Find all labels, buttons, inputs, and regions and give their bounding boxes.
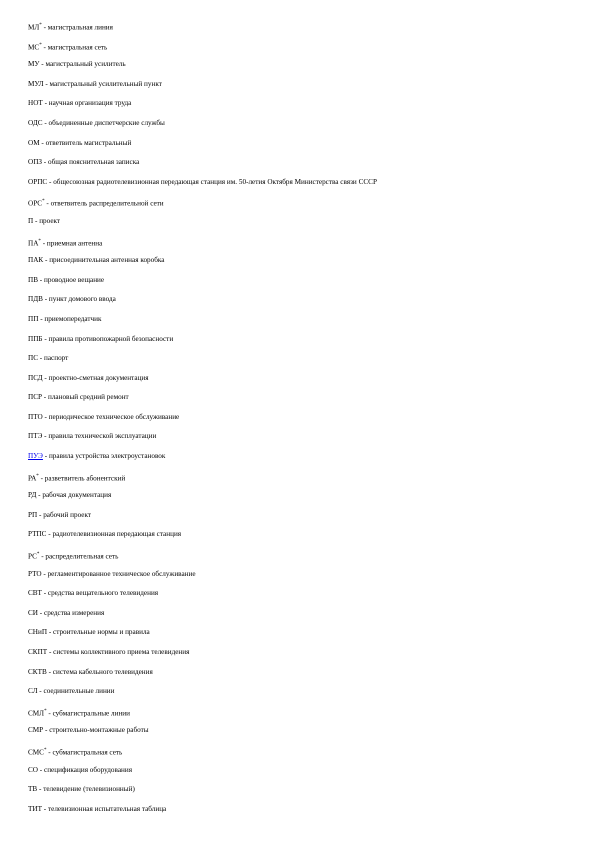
abbreviation-term: ПАК xyxy=(28,256,44,265)
abbreviation-term: СКТВ xyxy=(28,667,47,676)
list-item xyxy=(28,584,583,604)
abbreviation-definition: магистральный усилитель xyxy=(45,60,126,69)
abbreviation-term: ПСД xyxy=(28,373,43,382)
separator: - xyxy=(38,608,44,617)
list-item xyxy=(28,173,583,193)
abbreviation-definition: приемопередатчик xyxy=(44,314,102,323)
abbreviation-term: СНиП xyxy=(28,628,48,637)
separator: - xyxy=(42,452,49,461)
abbreviation-definition: регламентированное техническое обслуживание xyxy=(47,569,196,578)
separator: - xyxy=(36,491,43,500)
footnote-marker: * xyxy=(36,552,40,558)
abbreviation-term: ПП xyxy=(28,314,39,323)
abbreviation-list xyxy=(28,16,583,819)
abbreviation-term: МУЛ xyxy=(28,79,44,88)
separator: - xyxy=(42,334,49,343)
list-item xyxy=(28,604,583,624)
abbreviation-definition: рабочий проект xyxy=(43,510,92,519)
abbreviation-definition: проект xyxy=(39,216,61,225)
list-item xyxy=(28,467,583,487)
abbreviation-definition: проектно-сметная документация xyxy=(48,373,149,382)
abbreviation-term: ТВ xyxy=(28,785,38,794)
abbreviation-term: ПСР xyxy=(28,393,42,402)
separator: - xyxy=(38,314,45,323)
separator: - xyxy=(39,552,46,561)
list-item xyxy=(28,545,583,565)
abbreviation-definition: магистральная линия xyxy=(47,23,113,32)
abbreviation-definition: разветвитель абонентский xyxy=(44,474,126,483)
list-item xyxy=(28,290,583,310)
abbreviation-term: СМС xyxy=(28,748,44,757)
abbreviation-term: ПДВ xyxy=(28,295,43,304)
abbreviation-definition: строительно-монтажные работы xyxy=(49,726,149,735)
list-item xyxy=(28,36,583,56)
separator: - xyxy=(42,412,49,421)
abbreviation-definition: субмагистральные линии xyxy=(52,709,130,718)
abbreviation-term: РД xyxy=(28,491,37,500)
list-item xyxy=(28,663,583,683)
abbreviation-term: СМР xyxy=(28,726,44,735)
separator: - xyxy=(33,216,40,225)
abbreviation-term: ПА xyxy=(28,238,39,247)
list-item xyxy=(28,134,583,154)
separator: - xyxy=(41,589,48,598)
list-item xyxy=(28,388,583,408)
separator: - xyxy=(38,354,44,363)
footnote-marker: * xyxy=(44,708,47,714)
list-item xyxy=(28,486,583,506)
abbreviation-term: ПТЭ xyxy=(28,432,43,441)
list-item xyxy=(28,349,583,369)
abbreviation-definition: периодическое техническое обслуживание xyxy=(48,412,180,421)
abbreviation-term: ПВ xyxy=(28,275,38,284)
abbreviation-definition: ответвитель магистральный xyxy=(45,138,132,147)
list-item xyxy=(28,55,583,75)
abbreviation-term: П xyxy=(28,216,34,225)
abbreviation-definition: общая пояснительная записка xyxy=(47,158,140,167)
abbreviation-definition: субмагистральная сеть xyxy=(52,748,123,757)
abbreviation-definition: распределительная сеть xyxy=(45,552,119,561)
separator: - xyxy=(38,474,45,483)
abbreviation-term: СМЛ xyxy=(28,709,45,718)
separator: - xyxy=(37,687,44,696)
separator: - xyxy=(46,709,53,718)
separator: - xyxy=(41,158,48,167)
abbreviation-definition: соединительные линии xyxy=(43,687,115,696)
list-item xyxy=(28,330,583,350)
abbreviation-term: РТПС xyxy=(28,530,47,539)
list-item xyxy=(28,232,583,252)
abbreviation-term: РС xyxy=(28,552,37,561)
footnote-marker: * xyxy=(39,42,42,48)
separator: - xyxy=(42,118,49,127)
abbreviation-definition: проводное вещание xyxy=(44,275,105,284)
separator: - xyxy=(40,238,47,247)
abbreviation-term: СЛ xyxy=(28,687,38,696)
abbreviation-term: ТИТ xyxy=(28,804,42,813)
abbreviation-definition: пункт домового ввода xyxy=(48,295,116,304)
abbreviation-definition: научная организация труда xyxy=(48,99,132,108)
abbreviation-definition: плановый средний ремонт xyxy=(47,393,129,402)
separator: - xyxy=(47,628,54,637)
abbreviation-definition: правила технической эксплуатации xyxy=(48,432,157,441)
abbreviation-definition: телевизионная испытательная таблица xyxy=(47,804,167,813)
abbreviation-definition: радиотелевизионная передающая станция xyxy=(52,530,182,539)
abbreviation-term: ОПЗ xyxy=(28,158,42,167)
abbreviation-term: ПТО xyxy=(28,412,43,421)
separator: - xyxy=(46,667,53,676)
list-item xyxy=(28,741,583,761)
list-item xyxy=(28,427,583,447)
list-item xyxy=(28,643,583,663)
abbreviation-definition: спецификация оборудования xyxy=(44,765,133,774)
abbreviation-term: ОДС xyxy=(28,118,43,127)
abbreviation-term: ПС xyxy=(28,354,38,363)
abbreviation-term: СИ xyxy=(28,608,38,617)
abbreviation-definition: правила противопожарной безопасности xyxy=(48,334,174,343)
list-item xyxy=(28,761,583,781)
abbreviation-term: СВТ xyxy=(28,589,42,598)
separator: - xyxy=(46,748,53,757)
abbreviation-definition: телевидение (телевизионный) xyxy=(43,785,135,794)
abbreviation-term: РТО xyxy=(28,569,42,578)
separator: - xyxy=(44,199,51,208)
abbreviation-definition: объединенные диспетчерские службы xyxy=(48,118,165,127)
list-item xyxy=(28,16,583,36)
footnote-marker: * xyxy=(39,23,42,28)
list-item xyxy=(28,682,583,702)
separator: - xyxy=(38,765,44,774)
abbreviation-term: ОРС xyxy=(28,199,43,208)
separator: - xyxy=(43,726,50,735)
abbreviation-definition: ответвитель распределительной сети xyxy=(50,199,164,208)
abbreviation-term: МЛ xyxy=(28,23,40,32)
separator: - xyxy=(41,569,48,578)
abbreviation-definition: приемная антенна xyxy=(46,238,103,247)
abbreviation-definition: правила устройства электроустановок xyxy=(48,452,166,461)
separator: - xyxy=(41,23,48,32)
abbreviation-definition: средства измерения xyxy=(44,608,105,617)
abbreviation-term: ППБ xyxy=(28,334,43,343)
separator: - xyxy=(42,295,49,304)
abbreviation-definition: средства вещательного телевидения xyxy=(47,589,159,598)
separator: - xyxy=(43,256,50,265)
abbreviation-definition: строительные нормы и правила xyxy=(53,628,150,637)
list-item xyxy=(28,212,583,232)
separator: - xyxy=(46,530,53,539)
abbreviation-term: ОМ xyxy=(28,138,40,147)
abbreviation-definition: магистральная сеть xyxy=(47,42,108,51)
separator: - xyxy=(38,275,44,284)
list-item xyxy=(28,192,583,212)
separator: - xyxy=(41,42,48,51)
separator: - xyxy=(37,785,44,794)
list-item xyxy=(28,702,583,722)
separator: - xyxy=(47,648,54,656)
list-item xyxy=(28,75,583,95)
abbreviation-term: ОРПС xyxy=(28,177,48,186)
list-item xyxy=(28,369,583,389)
list-item xyxy=(28,447,583,467)
list-item xyxy=(28,153,583,173)
separator: - xyxy=(41,393,48,402)
abbreviation-definition: система кабельного телевидения xyxy=(52,667,153,676)
abbreviation-term: СКПТ xyxy=(28,648,48,656)
list-item xyxy=(28,408,583,428)
list-item xyxy=(28,780,583,800)
list-item xyxy=(28,310,583,330)
abbreviation-definition: присоединительная антенная коробка xyxy=(49,256,165,265)
footnote-marker: * xyxy=(43,747,47,753)
list-item xyxy=(28,721,583,741)
abbreviation-definition: магистральный усилительный пункт xyxy=(49,79,162,88)
footnote-marker: * xyxy=(36,473,39,479)
list-item xyxy=(28,525,583,545)
separator: - xyxy=(41,804,48,813)
separator: - xyxy=(47,177,54,186)
separator: - xyxy=(42,432,49,441)
list-item xyxy=(28,114,583,134)
abbreviation-term: МУ xyxy=(28,60,40,69)
abbreviation-definition: системы коллективного приема телевидения xyxy=(53,648,190,656)
separator: - xyxy=(37,510,44,519)
separator: - xyxy=(39,138,46,147)
list-item xyxy=(28,251,583,271)
abbreviation-term-link[interactable]: ПУЭ xyxy=(28,452,43,461)
abbreviation-term: НОТ xyxy=(28,99,43,108)
abbreviation-term: МС xyxy=(28,42,40,51)
list-item xyxy=(28,94,583,114)
abbreviation-term: РА xyxy=(28,474,37,483)
footnote-marker: * xyxy=(38,238,41,244)
list-item xyxy=(28,800,583,820)
separator: - xyxy=(42,99,49,108)
abbreviation-definition: паспорт xyxy=(44,354,69,363)
list-item xyxy=(28,271,583,291)
list-item xyxy=(28,506,583,526)
footnote-marker: * xyxy=(42,199,45,205)
list-item xyxy=(28,565,583,585)
abbreviation-term: СО xyxy=(28,765,38,774)
separator: - xyxy=(42,373,49,382)
list-item xyxy=(28,623,583,643)
abbreviation-definition: общесоюзная радиотелевизионная передающая станция им. 50-летия Октября Министерства связи СССР xyxy=(53,177,377,186)
separator: - xyxy=(43,79,50,88)
separator: - xyxy=(39,60,46,69)
abbreviation-term: РП xyxy=(28,510,38,519)
abbreviation-definition: рабочая документация xyxy=(42,491,112,500)
